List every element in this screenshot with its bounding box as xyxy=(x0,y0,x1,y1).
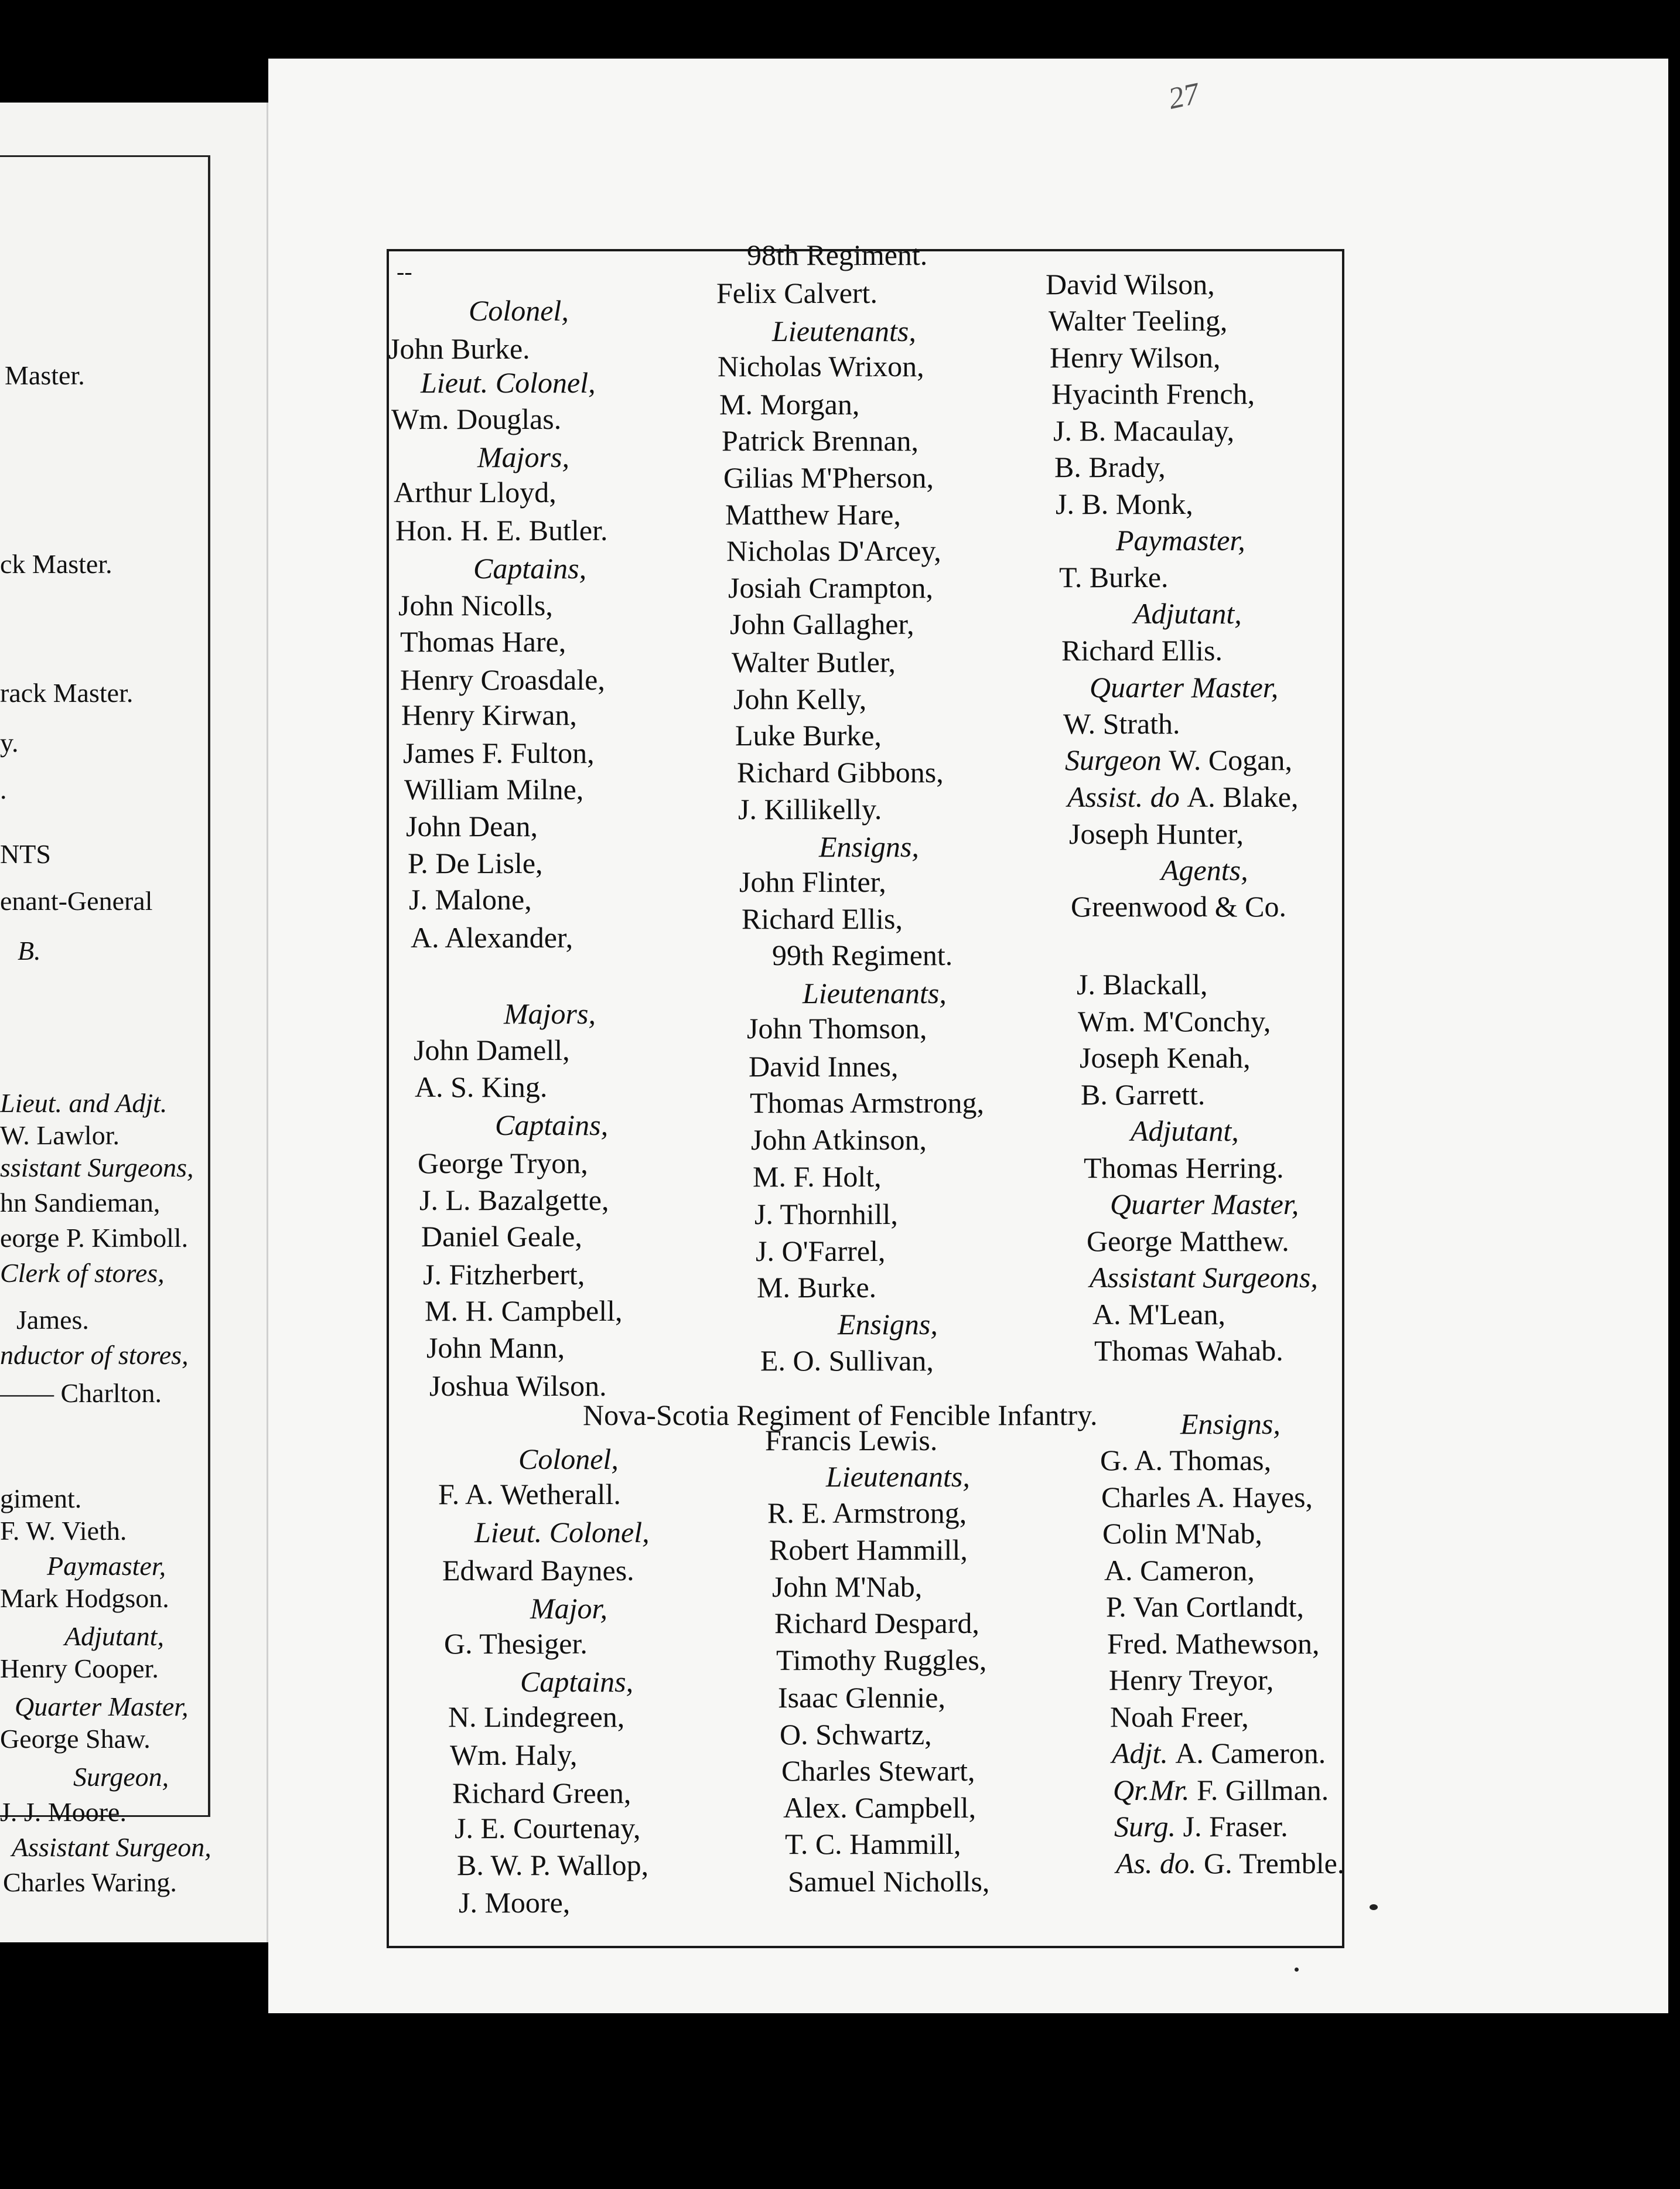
left-page-line: Clerk of stores, xyxy=(0,1258,165,1288)
left-page-line: nductor of stores, xyxy=(0,1340,189,1370)
column2-line: Richard Despard, xyxy=(774,1607,979,1639)
left-page-line: Adjutant, xyxy=(64,1621,164,1651)
column1-line: Arthur Lloyd, xyxy=(394,476,556,509)
column3-line: David Wilson, xyxy=(1046,268,1215,301)
column2-line: E. O. Sullivan, xyxy=(760,1344,934,1377)
column1-line: Captains, xyxy=(495,1109,609,1141)
column2-line: Gilias M'Pherson, xyxy=(723,461,934,494)
column3-line: Quarter Master, xyxy=(1110,1188,1299,1220)
column3-line: Ensigns, xyxy=(1180,1407,1281,1440)
column3-line: Hyacinth French, xyxy=(1051,377,1255,410)
column1-line: John Mann, xyxy=(426,1331,565,1364)
column3-line: Qr.Mr. F. Gillman. xyxy=(1113,1774,1329,1806)
column3-line: A. Cameron, xyxy=(1104,1554,1255,1587)
column3-line: J. Blackall, xyxy=(1077,968,1208,1001)
column3-line: Noah Freer, xyxy=(1110,1700,1249,1733)
left-page-line: Quarter Master, xyxy=(15,1692,189,1721)
column1-line: J. Fitzherbert, xyxy=(423,1258,585,1291)
column1-line: A. S. King. xyxy=(415,1070,548,1103)
column3-line: George Matthew. xyxy=(1087,1225,1289,1257)
column2-line: Richard Ellis, xyxy=(742,902,903,935)
column3-line: Surg. J. Fraser. xyxy=(1114,1810,1288,1843)
left-page-line: hn Sandieman, xyxy=(0,1188,161,1218)
column3-line: As. do. G. Tremble. xyxy=(1116,1847,1345,1880)
column1-line: N. Lindegreen, xyxy=(448,1700,625,1733)
column1-line: Henry Kirwan, xyxy=(401,698,577,731)
column2-line: M. Burke. xyxy=(757,1271,877,1304)
left-page-line: ck Master. xyxy=(0,549,112,579)
column1-line: Lieut. Colonel, xyxy=(421,366,596,399)
column2-line: 98th Regiment. xyxy=(747,238,928,271)
column1-line: J. E. Courtenay, xyxy=(455,1812,641,1844)
column3-line: T. Burke. xyxy=(1059,561,1169,594)
column2-line: Charles Stewart, xyxy=(781,1754,975,1787)
column3-line: Greenwood & Co. xyxy=(1071,890,1286,923)
column1-line: J. Malone, xyxy=(409,883,532,916)
column1-line: G. Thesiger. xyxy=(444,1627,588,1660)
page-number: 27 xyxy=(1165,77,1203,116)
column3-line: Wm. M'Conchy, xyxy=(1078,1005,1271,1038)
column3-line: Surgeon W. Cogan, xyxy=(1065,744,1292,776)
column2-line: Josiah Crampton, xyxy=(728,571,933,604)
column3-line: J. B. Macaulay, xyxy=(1053,414,1235,447)
left-page-line: B. xyxy=(18,936,41,966)
column2-line: Walter Butler, xyxy=(732,646,896,678)
left-page-line: F. W. Vieth. xyxy=(0,1516,127,1546)
column2-line: Ensigns, xyxy=(838,1308,938,1341)
column2-line: Richard Gibbons, xyxy=(737,756,944,789)
column1-line: John Damell, xyxy=(414,1034,570,1066)
left-page-line: Master. xyxy=(5,360,85,390)
column2-line: J. Thornhill, xyxy=(754,1198,898,1230)
left-page-line: enant-General xyxy=(0,886,153,916)
column1-line: Captains, xyxy=(520,1665,634,1698)
column3-line: Colin M'Nab, xyxy=(1102,1517,1262,1550)
column3-line: Adjutant, xyxy=(1133,597,1242,630)
left-page-line: giment. xyxy=(0,1484,82,1513)
column2-line: Robert Hammill, xyxy=(769,1533,968,1566)
column3-line: Joseph Kenah, xyxy=(1080,1041,1251,1074)
column2-line: Thomas Armstrong, xyxy=(750,1086,984,1119)
column2-line: Felix Calvert. xyxy=(716,277,877,309)
column1-line: M. H. Campbell, xyxy=(425,1294,623,1327)
column3-line: A. M'Lean, xyxy=(1092,1298,1226,1331)
frame-mark: -- xyxy=(397,258,412,285)
column2-line: David Innes, xyxy=(749,1050,899,1083)
column3-line: P. Van Cortlandt, xyxy=(1106,1590,1304,1623)
column3-line: Charles A. Hayes, xyxy=(1101,1481,1313,1513)
column2-line: John Thomson, xyxy=(747,1012,927,1045)
left-page-line: ssistant Surgeons, xyxy=(0,1153,194,1182)
ink-speck xyxy=(1370,1904,1378,1910)
column3-line: Joseph Hunter, xyxy=(1069,817,1244,850)
column2-line: Francis Lewis. xyxy=(765,1424,938,1457)
left-page-line: James. xyxy=(16,1305,89,1335)
column2-line: J. O'Farrel, xyxy=(756,1235,886,1267)
column2-line: Patrick Brennan, xyxy=(722,424,919,457)
left-page-line: eorge P. Kimboll. xyxy=(0,1223,189,1253)
column1-line: Majors, xyxy=(504,997,596,1030)
column1-line: Hon. H. E. Butler. xyxy=(395,514,608,547)
column1-line: B. W. P. Wallop, xyxy=(457,1849,649,1881)
column2-line: 99th Regiment. xyxy=(772,939,953,971)
column3-line: Thomas Herring. xyxy=(1084,1151,1284,1184)
left-page-line: . xyxy=(0,775,7,804)
left-page-line: Surgeon, xyxy=(73,1762,169,1792)
column1-line: John Dean, xyxy=(406,810,538,843)
column2-line: Ensigns, xyxy=(819,830,919,863)
column3-line: Fred. Mathewson, xyxy=(1107,1627,1320,1660)
column2-line: Lieutenants, xyxy=(803,977,947,1010)
column2-line: John Kelly, xyxy=(733,683,867,715)
column2-line: M. Morgan, xyxy=(719,388,860,421)
column1-line: William Milne, xyxy=(404,773,584,806)
left-page-line: —— Charlton. xyxy=(0,1378,162,1408)
column2-line: John Flinter, xyxy=(739,865,886,898)
left-page-line: George Shaw. xyxy=(0,1724,151,1754)
ink-speck xyxy=(1295,1968,1299,1972)
column3-line: W. Strath. xyxy=(1063,707,1180,740)
column2-line: John Gallagher, xyxy=(730,608,914,640)
column2-line: M. F. Holt, xyxy=(753,1160,882,1193)
left-page-line: Assistant Surgeon, xyxy=(12,1832,211,1862)
column1-line: Daniel Geale, xyxy=(421,1220,582,1253)
column2-line: Matthew Hare, xyxy=(725,498,901,531)
column1-line: Richard Green, xyxy=(452,1777,631,1809)
column1-line: John Burke. xyxy=(388,332,530,365)
column3-line: Agents, xyxy=(1161,854,1248,886)
column2-line: T. C. Hammill, xyxy=(785,1827,961,1860)
column1-line: Joshua Wilson. xyxy=(429,1369,607,1402)
column1-line: Lieut. Colonel, xyxy=(474,1516,650,1549)
column2-line: John Atkinson, xyxy=(751,1123,927,1156)
column1-line: F. A. Wetherall. xyxy=(438,1478,621,1511)
column2-line: R. E. Armstrong, xyxy=(767,1496,967,1529)
left-page-line: Lieut. and Adjt. xyxy=(0,1088,168,1118)
column2-line: Lieutenants, xyxy=(772,315,916,347)
column3-line: Assist. do A. Blake, xyxy=(1067,780,1299,813)
left-page-line: W. Lawlor. xyxy=(0,1120,119,1150)
column1-line: A. Alexander, xyxy=(411,921,573,954)
left-page-line: NTS xyxy=(0,839,51,869)
column2-line: John M'Nab, xyxy=(772,1570,923,1603)
left-page-line: Paymaster, xyxy=(47,1551,166,1581)
column3-line: J. B. Monk, xyxy=(1056,487,1193,520)
column2-line: J. Killikelly. xyxy=(738,793,882,826)
spanning-heading: Nova-Scotia Regiment of Fencible Infantry. xyxy=(583,1399,1098,1431)
column3-line: Paymaster, xyxy=(1116,524,1245,557)
column1-line: J. L. Bazalgette, xyxy=(419,1184,609,1216)
column3-line: Assistant Surgeons, xyxy=(1090,1261,1318,1294)
column1-line: Wm. Haly, xyxy=(450,1738,578,1771)
column3-line: Richard Ellis. xyxy=(1061,634,1223,667)
column1-line: John Nicolls, xyxy=(398,589,553,622)
column1-line: Majors, xyxy=(477,441,569,473)
column1-line: Colonel, xyxy=(518,1443,619,1475)
column2-line: Isaac Glennie, xyxy=(778,1681,945,1714)
column3-line: G. A. Thomas, xyxy=(1100,1444,1272,1477)
column2-line: Samuel Nicholls, xyxy=(788,1865,990,1898)
column3-line: Adjt. A. Cameron. xyxy=(1112,1737,1326,1769)
column2-line: Timothy Ruggles, xyxy=(776,1644,987,1676)
column2-line: Nicholas D'Arcey, xyxy=(726,534,941,567)
left-page-line: Mark Hodgson. xyxy=(0,1583,169,1613)
column1-line: J. Moore, xyxy=(459,1886,571,1919)
column3-line: B. Brady, xyxy=(1054,451,1166,483)
column1-line: P. De Lisle, xyxy=(408,847,543,879)
column3-line: Henry Wilson, xyxy=(1050,341,1221,374)
left-page-line: Henry Cooper. xyxy=(0,1653,159,1683)
left-page-line: y. xyxy=(0,728,19,758)
left-page-line: rack Master. xyxy=(0,678,134,708)
column1-line: Major, xyxy=(530,1592,607,1625)
column1-line: Edward Baynes. xyxy=(442,1554,634,1587)
column1-line: Captains, xyxy=(473,552,587,585)
left-page-line: Charles Waring. xyxy=(3,1867,177,1897)
column1-line: James F. Fulton, xyxy=(403,737,595,769)
column1-line: Wm. Douglas. xyxy=(391,403,562,435)
column3-line: Henry Treyor, xyxy=(1109,1663,1274,1696)
column3-line: Quarter Master, xyxy=(1090,671,1279,704)
column2-line: Alex. Campbell, xyxy=(783,1791,976,1824)
column2-line: O. Schwartz, xyxy=(780,1718,932,1751)
column3-line: Thomas Wahab. xyxy=(1094,1334,1283,1367)
column2-line: Luke Burke, xyxy=(735,719,882,752)
column1-line: Henry Croasdale, xyxy=(400,663,605,696)
left-page-line: J. J. Moore. xyxy=(0,1797,127,1827)
column1-line: Thomas Hare, xyxy=(400,625,566,658)
column3-line: Adjutant, xyxy=(1131,1114,1239,1147)
column2-line: Lieutenants, xyxy=(826,1460,970,1493)
column2-line: Nicholas Wrixon, xyxy=(718,350,924,383)
column1-line: George Tryon, xyxy=(418,1147,588,1179)
column3-line: Walter Teeling, xyxy=(1049,304,1228,337)
column3-line: B. Garrett. xyxy=(1081,1078,1206,1111)
column1-line: Colonel, xyxy=(469,294,569,327)
